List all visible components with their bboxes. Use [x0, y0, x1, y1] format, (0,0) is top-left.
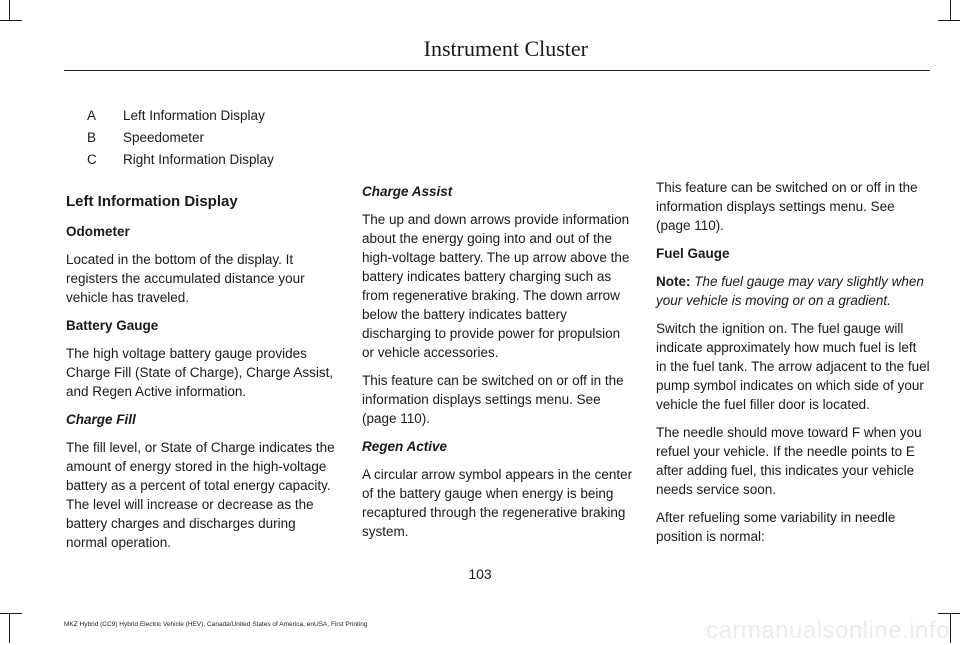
charge-fill-text: The fill level, or State of Charge indicates the amount of energy stored in the high-voltage battery as a percent of total energy capacity. The level will increase or decrease as the battery charges and discharges during normal operation.	[66, 440, 335, 550]
crop-mark-bottom-right-v	[950, 613, 951, 643]
watermark: carmanualsonline.info	[706, 617, 950, 644]
crop-mark-top-right-h	[938, 20, 960, 21]
section-heading: Left Information Display	[66, 193, 238, 210]
battery-gauge-title: Battery Gauge	[66, 318, 159, 333]
legend-item	[87, 126, 274, 148]
fuel-gauge-text-1: Switch the ignition on. The fuel gauge will indicate approximately how much fuel is left in the fuel tank. The arrow adjacent to the fuel pump symbol indicates on which side of your vehicle the fuel filler door is located.	[656, 321, 930, 412]
legend-item	[87, 148, 274, 170]
legend-item	[87, 104, 274, 126]
note-text: The fuel gauge may vary slightly when your vehicle is moving or on a gradient.	[656, 274, 924, 308]
page-title: Instrument Cluster	[423, 36, 588, 61]
odometer-title: Odometer	[66, 224, 130, 239]
crop-mark-bottom-left-h	[0, 613, 22, 614]
odometer-text: Located in the bottom of the display. It registers the accumulated distance your vehicle has traveled.	[66, 252, 305, 305]
regen-active-title: Regen Active	[362, 439, 448, 454]
crop-mark-bottom-right-h	[938, 613, 960, 614]
legend-key: C	[87, 151, 97, 167]
legend	[87, 104, 274, 170]
legend-label: Speedometer	[123, 129, 205, 145]
legend-key: B	[87, 129, 97, 145]
fuel-gauge-text-3: After refueling some variability in needle position is normal:	[656, 510, 896, 544]
left-column	[66, 192, 338, 561]
regen-active-text: A circular arrow symbol appears in the center of the battery gauge when energy is being recaptured through the regenerative braking system.	[362, 467, 633, 539]
header-rule	[64, 70, 930, 71]
fuel-gauge-title: Fuel Gauge	[656, 246, 730, 261]
note-label: Note:	[656, 274, 691, 289]
legend-key: A	[87, 107, 97, 123]
legend-label: Right Information Display	[123, 151, 274, 167]
page-number: 103	[468, 566, 492, 582]
crop-mark-top-left-v	[9, 0, 10, 20]
footer-text: MKZ Hybrid (CC9) Hybrid Electric Vehicle (HEV), Canada/United States of America, enUSA, First Printing	[64, 621, 368, 628]
charge-assist-text: The up and down arrows provide information about the energy going into and out of the high-voltage battery. The up arrow above the battery indicates battery charging such as from regenerative braking. The down arrow below the battery indicates battery discharging to provide power for propulsion or vehicle accessories.	[362, 212, 630, 360]
right-column	[656, 178, 930, 555]
battery-gauge-text: The high voltage battery gauge provides Charge Fill (State of Charge), Charge Assist, and Regen Active information.	[66, 346, 334, 399]
crop-mark-bottom-left-v	[9, 613, 10, 643]
settings-text: This feature can be switched on or off in the information displays settings menu. See (page 110).	[656, 180, 918, 233]
charge-assist-title: Charge Assist	[362, 184, 453, 199]
crop-mark-top-right-v	[950, 0, 951, 20]
crop-mark-top-left-h	[0, 20, 22, 21]
note	[656, 272, 930, 310]
fuel-gauge-text-2: The needle should move toward F when you refuel your vehicle. If the needle points to E after adding fuel, this indicates your vehicle needs service soon.	[656, 425, 922, 497]
charge-fill-title: Charge Fill	[66, 412, 136, 427]
settings-text: This feature can be switched on or off in the information displays settings menu. See (page 110).	[362, 373, 624, 426]
legend-label: Left Information Display	[123, 107, 265, 123]
middle-column	[362, 182, 634, 550]
